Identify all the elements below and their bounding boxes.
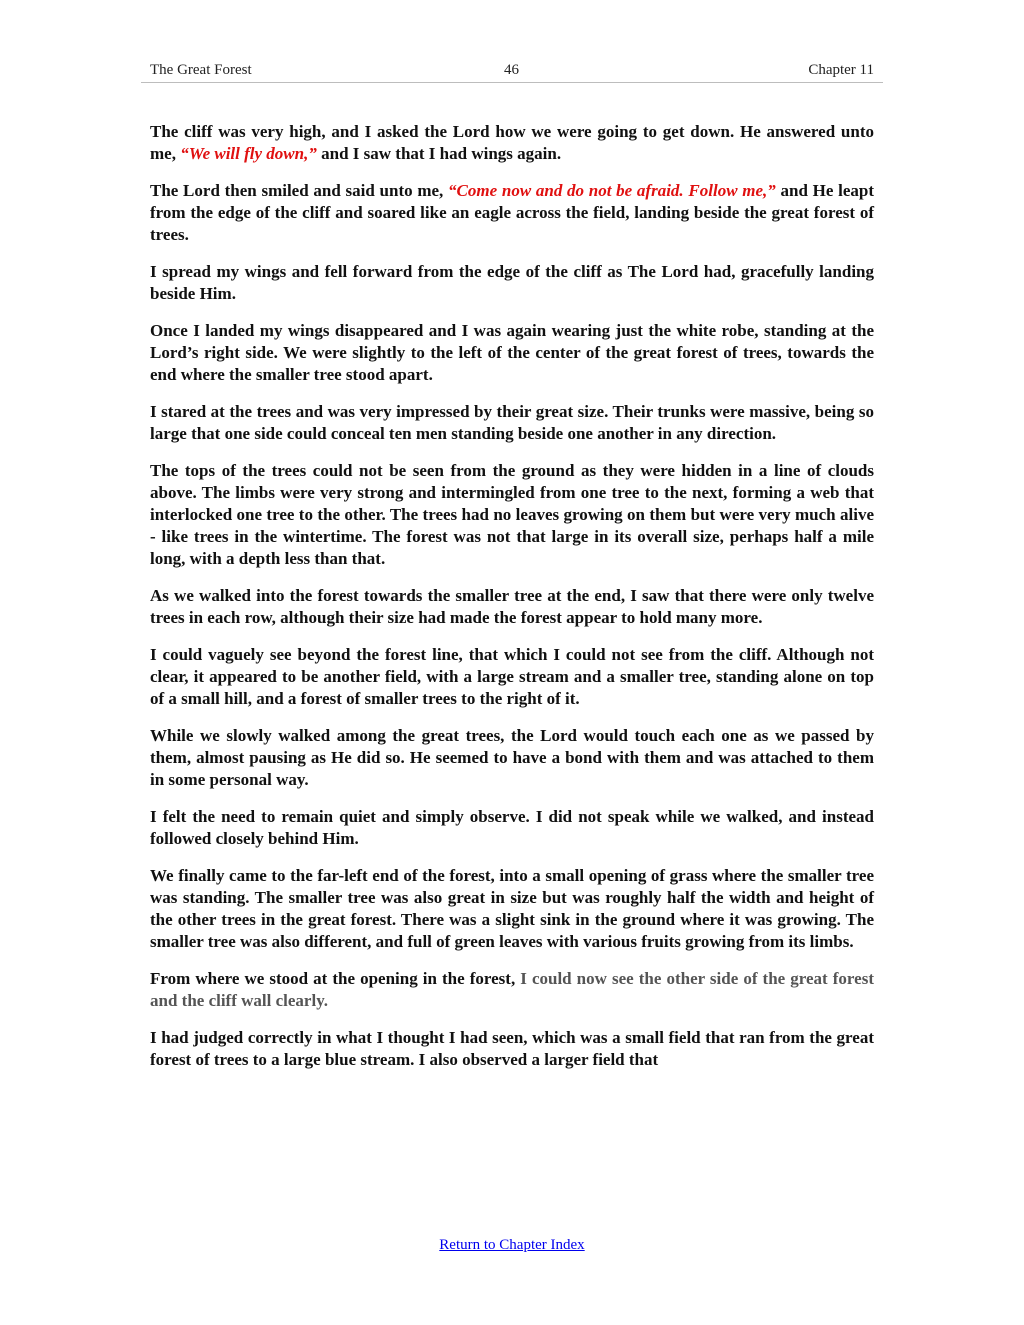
paragraph-6: The tops of the trees could not be seen from the ground as they were hidden in a line of clouds above. The limbs were very strong and intermingled from one tree to the next, forming a web that interlocked one tree to the other. The trees had no leaves growing on them but were very much alive - like trees in the wintertime. The forest was not that large in its overall size, perhaps half a mile long, with a depth less than that. [150,461,874,568]
paragraph-1 [150,121,874,165]
paragraph-7: As we walked into the forest towards the smaller tree at the end, I saw that there were only twelve trees in each row, although their size had made the forest appear to hold many more. [150,586,874,627]
paragraph-9: While we slowly walked among the great trees, the Lord would touch each one as we passed by them, almost pausing as He did so. He seemed to have a bond with them and was attached to them in some personal way. [150,726,874,789]
paragraph-2 [150,180,874,246]
paragraph-2-text-a: The Lord then smiled and said unto me, [150,181,449,200]
return-to-chapter-index-link[interactable]: Return to Chapter Index [439,1237,585,1253]
paragraph-4: Once I landed my wings disappeared and I was again wearing just the white robe, standing at the Lord’s right side. We were slightly to the left of the center of the great forest of trees, towards the end where the smaller tree stood apart. [150,321,874,384]
paragraph-1-text-b: and I saw that I had wings again. [316,144,562,163]
paragraph-12-gray-text: I could now see the other side of the great forest and the cliff wall clearly. [150,969,874,1010]
header-page-number: 46 [504,62,519,78]
paragraph-11: We finally came to the far-left end of the forest, into a small opening of grass where the smaller tree was standing. The smaller tree was also great in size but was roughly half the width and height of the other trees in the great forest. There was a slight sink in the ground where it was growing. The smaller tree was also different, and full of green leaves with various fruits growing from its limbs. [150,866,874,951]
page-header [141,60,883,83]
paragraph-12-text-a: From where we stood at the opening in the forest, [150,969,521,988]
paragraph-2-text-b: and He leapt from the edge of the cliff and soared like an eagle across the field, landing beside the great forest of trees. [150,181,875,244]
paragraph-1-text-a: The cliff was very high, and I asked the Lord how we were going to get down. He answered unto me, [150,122,874,163]
paragraph-10: I felt the need to remain quiet and simply observe. I did not speak while we walked, and instead followed closely behind Him. [150,807,874,848]
paragraph-8: I could vaguely see beyond the forest line, that which I could not see from the cliff. Although not clear, it appeared to be another field, with a large stream and a smaller tree, standing alone on top of a small hill, and a forest of smaller trees to the right of it. [150,645,874,708]
chapter-body [150,121,874,1086]
paragraph-3: I spread my wings and fell forward from the edge of the cliff as The Lord had, gracefully landing beside Him. [150,262,874,303]
paragraph-12 [150,968,874,1012]
paragraph-1-quote: “We will fly down,” [180,144,317,163]
page-footer [0,1237,1024,1254]
paragraph-13: I had judged correctly in what I thought I had seen, which was a small field that ran from the great forest of trees to a large blue stream. I also observed a larger field that [150,1028,874,1069]
header-chapter: Chapter 11 [808,62,874,78]
paragraph-5: I stared at the trees and was very impressed by their great size. Their trunks were massive, being so large that one side could conceal ten men standing beside one another in any direction. [150,402,874,443]
paragraph-2-quote: “Come now and do not be afraid. Follow me,” [448,181,776,200]
header-book-title: The Great Forest [150,62,252,78]
